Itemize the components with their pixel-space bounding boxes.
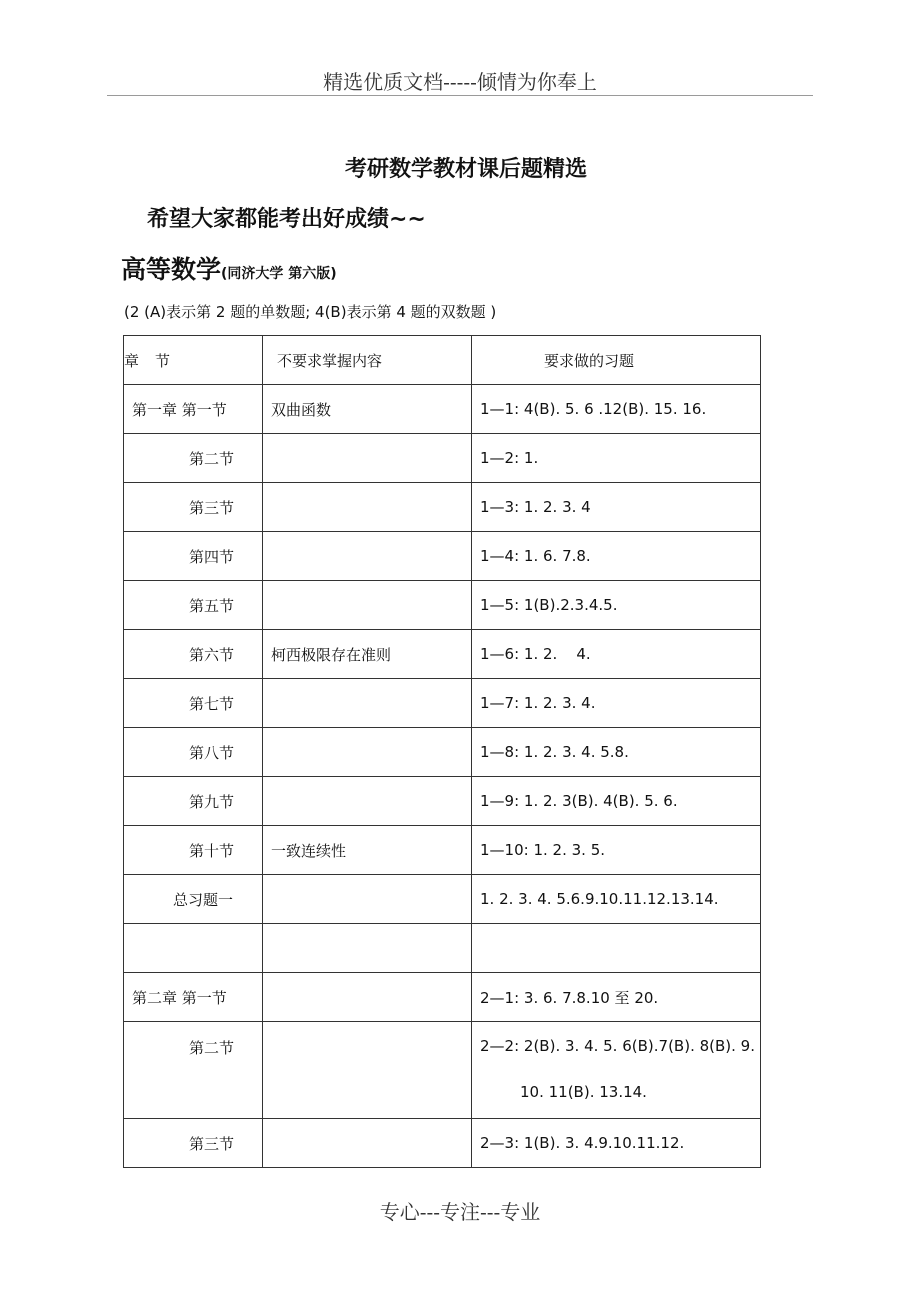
header-not-required: 不要求掌握内容	[263, 336, 472, 385]
not-required-cell: 一致连续性	[263, 826, 472, 875]
required-line-1: 2—2: 2(B). 3. 4. 5. 6(B).7(B). 8(B). 9.	[480, 1037, 755, 1055]
required-cell: 1—3: 1. 2. 3. 4	[472, 483, 761, 532]
table-row	[124, 1119, 761, 1168]
required-cell: 1—1: 4(B). 5. 6 .12(B). 15. 16.	[472, 385, 761, 434]
chapter-cell: 总习题一	[124, 875, 263, 924]
header-required: 要求做的习题	[472, 336, 761, 385]
exercise-table	[123, 335, 761, 1168]
table-row	[124, 532, 761, 581]
required-cell: 1—6: 1. 2. 4.	[472, 630, 761, 679]
table-header-row	[124, 336, 761, 385]
table-row	[124, 826, 761, 875]
table-row-empty	[124, 924, 761, 973]
not-required-cell	[263, 924, 472, 973]
table-row	[124, 483, 761, 532]
chapter-cell: 第一章 第一节	[124, 385, 263, 434]
required-cell: 1—8: 1. 2. 3. 4. 5.8.	[472, 728, 761, 777]
required-line-2: 10. 11(B). 13.14.	[520, 1083, 647, 1101]
required-cell: 1—7: 1. 2. 3. 4.	[472, 679, 761, 728]
chapter-cell	[124, 924, 263, 973]
not-required-cell	[263, 532, 472, 581]
document-subtitle: 希望大家都能考出好成绩~~	[147, 207, 426, 232]
section-edition: (同济大学 第六版)	[221, 266, 337, 282]
chapter-cell: 第八节	[124, 728, 263, 777]
table-row	[124, 728, 761, 777]
required-cell: 1—2: 1.	[472, 434, 761, 483]
not-required-cell: 柯西极限存在准则	[263, 630, 472, 679]
table-row	[124, 581, 761, 630]
required-cell: 2—3: 1(B). 3. 4.9.10.11.12.	[472, 1119, 761, 1168]
chapter-cell: 第三节	[124, 483, 263, 532]
chapter-cell: 第五节	[124, 581, 263, 630]
page-footer: 专心---专注---专业	[379, 1200, 541, 1224]
not-required-cell	[263, 1119, 472, 1168]
required-cell: 1—5: 1(B).2.3.4.5.	[472, 581, 761, 630]
required-cell: 1—4: 1. 6. 7.8.	[472, 532, 761, 581]
not-required-cell	[263, 875, 472, 924]
table-row	[124, 434, 761, 483]
section-heading	[121, 250, 337, 286]
chapter-cell: 第六节	[124, 630, 263, 679]
required-cell: 1. 2. 3. 4. 5.6.9.10.11.12.13.14.	[472, 875, 761, 924]
chapter-cell: 第三节	[124, 1119, 263, 1168]
required-cell	[472, 924, 761, 973]
not-required-cell	[263, 728, 472, 777]
header-divider	[107, 95, 813, 96]
table-row	[124, 630, 761, 679]
chapter-cell: 第二节	[124, 434, 263, 483]
required-cell: 1—9: 1. 2. 3(B). 4(B). 5. 6.	[472, 777, 761, 826]
required-cell: 2—1: 3. 6. 7.8.10 至 20.	[472, 973, 761, 1022]
chapter-cell: 第二章 第一节	[124, 973, 263, 1022]
chapter-cell: 第二节	[124, 1022, 263, 1119]
document-title: 考研数学教材课后题精选	[344, 157, 587, 182]
not-required-cell	[263, 581, 472, 630]
not-required-cell	[263, 777, 472, 826]
header-chapter: 章节	[124, 336, 263, 385]
not-required-cell	[263, 973, 472, 1022]
chapter-cell: 第十节	[124, 826, 263, 875]
chapter-cell: 第九节	[124, 777, 263, 826]
not-required-cell	[263, 1022, 472, 1119]
table-row	[124, 875, 761, 924]
page-header: 精选优质文档-----倾情为你奉上	[323, 70, 597, 94]
not-required-cell: 双曲函数	[263, 385, 472, 434]
table-row	[124, 973, 761, 1022]
table-row	[124, 679, 761, 728]
chapter-cell: 第七节	[124, 679, 263, 728]
chapter-cell: 第四节	[124, 532, 263, 581]
legend-note: (2 (A)表示第 2 题的单数题; 4(B)表示第 4 题的双数题 )	[124, 303, 497, 321]
table-row	[124, 385, 761, 434]
table-row	[124, 777, 761, 826]
table-row	[124, 1022, 761, 1119]
not-required-cell	[263, 679, 472, 728]
not-required-cell	[263, 483, 472, 532]
section-title: 高等数学	[121, 255, 222, 284]
not-required-cell	[263, 434, 472, 483]
required-cell	[472, 1022, 761, 1119]
required-cell: 1—10: 1. 2. 3. 5.	[472, 826, 761, 875]
